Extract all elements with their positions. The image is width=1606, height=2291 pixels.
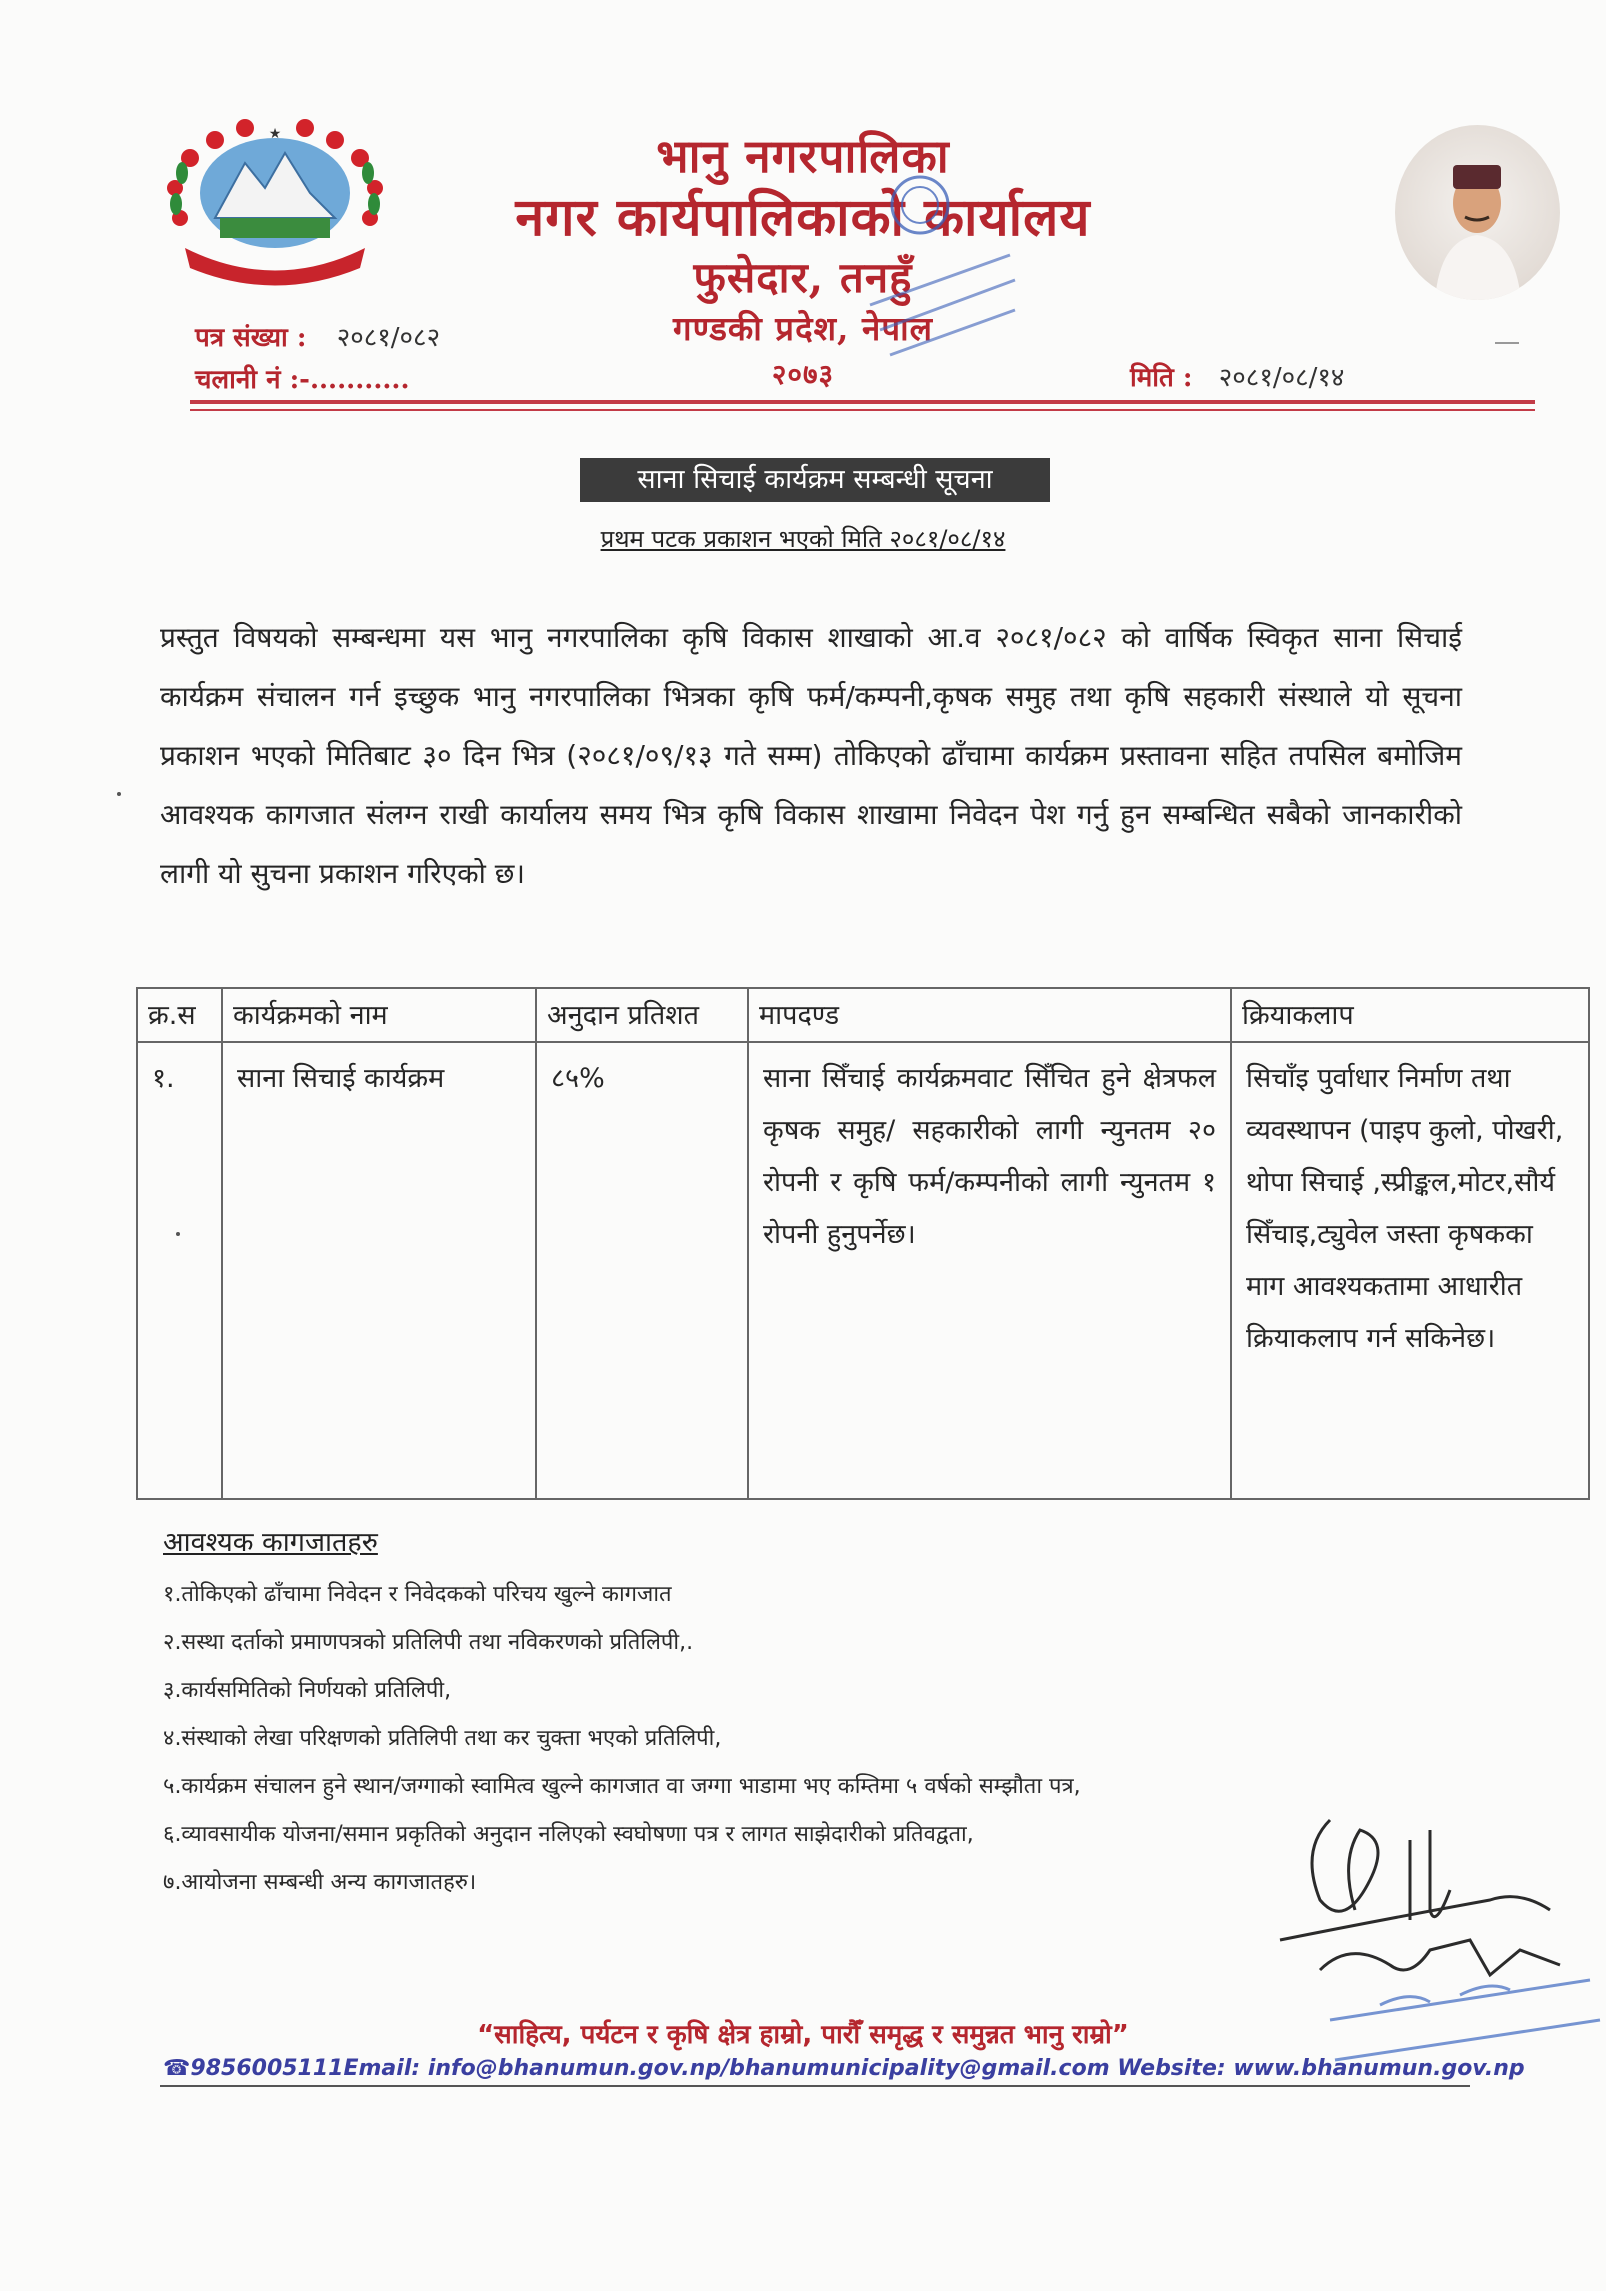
table-row: [137, 1042, 1589, 1499]
notice-title: साना सिचाई कार्यक्रम सम्बन्धी सूचना: [580, 458, 1050, 502]
publication-date-text: प्रथम पटक प्रकाशन भएको मिति २०८१/०८/१४: [600, 525, 1006, 553]
date-label: मिति :: [1130, 363, 1193, 393]
cell-activities: सिचाँइ पुर्वाधार निर्माण तथा व्यवस्थापन (पाइप कुलो, पोखरी, थोपा सिचाई ,स्प्रीङ्कल,मोटर,सौर्य सिँचाइ,ट्युवेल जस्ता कृषकका माग आवश्यकतामा आधारीत क्रियाकलाप गर्न सकिनेछ।: [1231, 1042, 1589, 1499]
document-item: ४.संस्थाको लेखा परिक्षणको प्रतिलिपी तथा कर चुक्ता भएको प्रतिलिपी,: [163, 1726, 722, 1751]
contact-info: ☎9856005111Email: info@bhanumun.gov.np/bhanumunicipality@gmail.com Website: www.bhanumun.gov.np: [163, 2056, 1525, 2081]
header-serial: क्र.स: [137, 988, 222, 1042]
letter-number-field: [195, 318, 440, 354]
letter-number-label: पत्र संख्या :: [195, 323, 307, 353]
header-subsidy-percent: अनुदान प्रतिशत: [536, 988, 748, 1042]
office-address: फुसेदार, तनहुँ: [693, 253, 913, 302]
cell-program-name: साना सिचाई कार्यक्रम: [222, 1042, 536, 1499]
cell-subsidy: ८५%: [536, 1042, 748, 1499]
date-field: [1130, 358, 1344, 394]
letterhead-rule: [190, 400, 1535, 404]
municipality-slogan: “साहित्य, पर्यटन र कृषि क्षेत्र हाम्रो, पारौँ समृद्ध र समुन्नत भानु राम्रो”: [477, 2020, 1129, 2050]
footer-rule: [160, 2085, 1470, 2087]
margin-mark: [1495, 342, 1519, 344]
svg-text:★: ★: [268, 126, 282, 142]
notice-body: प्रस्तुत विषयको सम्बन्धमा यस भानु नगरपालिका कृषि विकास शाखाको आ.व २०८१/०८२ को वार्षिक स्विकृत साना सिचाई कार्यक्रम संचालन गर्न इच्छुक भानु नगरपालिका भित्रका कृषि फर्म/कम्पनी,कृषक समुह तथा कृषि सहकारी संस्थाले यो सूचना प्रकाशन भएको मितिबाट ३० दिन भित्र (२०८१/०९/१३ गते सम्म) तोकिएको ढाँचामा कार्यक्रम प्रस्तावना सहित तपसिल बमोजिम आवश्यक कागजात संलग्न राखी कार्यालय समय भित्र कृषि विकास शाखामा निवेदन पेश गर्नु हुन सम्बन्धित सबैको जानकारीको लागी यो सुचना प्रकाशन गरिएको छ।: [160, 621, 1462, 890]
dispatch-number-label: चलानी नं :-...........: [195, 365, 410, 395]
office-seal-stamp: [850, 165, 1020, 375]
document-item: ७.आयोजना सम्बन्धी अन्य कागजातहरु।: [163, 1870, 477, 1895]
municipality-name: भानु नगरपालिका: [656, 129, 950, 183]
cell-criteria: साना सिँचाई कार्यक्रमवाट सिँचित हुने क्षेत्रफल कृषक समुह/ सहकारीको लागी न्युनतम २० रोपनी र कृषि फर्म/कम्पनीको लागी न्युनतम १ रोपनी हुनुपर्नेछ।: [748, 1042, 1231, 1499]
document-item: ३.कार्यसमितिको निर्णयको प्रतिलिपी,: [163, 1678, 452, 1703]
office-name: नगर कार्यपालिकाको कार्यालय: [515, 187, 1091, 248]
document-item: ५.कार्यक्रम संचालन हुने स्थान/जग्गाको स्वामित्व खुल्ने कागजात वा जग्गा भाडामा भए कम्तिमा ५ वर्षको सम्झौता पत्र,: [163, 1774, 1081, 1799]
scan-speck: [176, 1232, 180, 1236]
document-item: ६.व्यावसायीक योजना/समान प्रकृतिको अनुदान नलिएको स्वघोषणा पत्र र लागत साझेदारीको प्रतिवद्वता,: [163, 1822, 974, 1847]
scan-speck: [117, 792, 121, 796]
program-table: [136, 987, 1590, 1500]
letterhead-rule-thin: [190, 409, 1535, 411]
header-program-name: कार्यक्रमको नाम: [222, 988, 536, 1042]
document-item: १.तोकिएको ढाँचामा निवेदन र निवेदकको परिचय खुल्ने कागजात: [163, 1582, 672, 1607]
cell-serial: १.: [137, 1042, 222, 1499]
header-criteria: मापदण्ड: [748, 988, 1231, 1042]
required-documents-heading: आवश्यक कागजातहरु: [163, 1527, 378, 1558]
publication-date-line: [0, 522, 1606, 555]
province-country: गण्डकी प्रदेश, नेपाल: [673, 309, 933, 348]
table-header-row: [137, 988, 1589, 1042]
letter-number-value: २०८१/०८२: [336, 323, 441, 353]
establishment-year: २०७३: [771, 358, 835, 391]
dispatch-number-field: [195, 360, 410, 396]
date-value: २०८१/०८/१४: [1218, 363, 1345, 393]
header-activities: क्रियाकलाप: [1231, 988, 1589, 1042]
document-item: २.सस्था दर्ताको प्रमाणपत्रको प्रतिलिपी तथा नविकरणको प्रतिलिपी,.: [163, 1630, 694, 1655]
